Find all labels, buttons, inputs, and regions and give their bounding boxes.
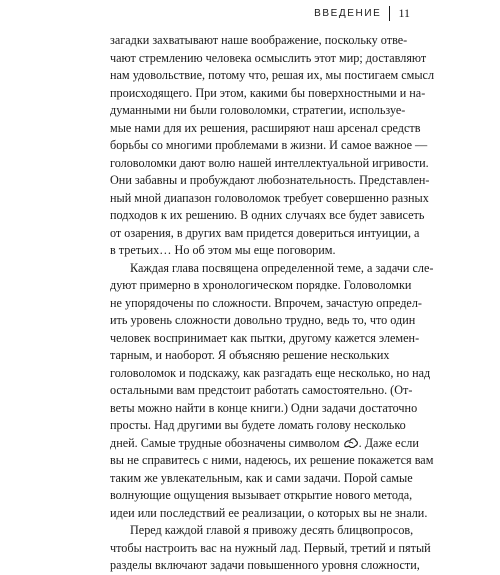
text-line: нам удовольствие, потому что, решая их, мы постигаем смысл bbox=[110, 68, 435, 82]
text-line: волнующие ощущения вызывает открытие нового метода, bbox=[110, 488, 413, 502]
text-line: веты можно найти в конце книги.) Одни задачи достаточно bbox=[110, 400, 418, 415]
text-line: борьбы со многими проблемами в жизни. И самое важное — bbox=[110, 138, 428, 152]
text-line: головоломки дают волю нашей интеллектуальной игривости. bbox=[110, 155, 429, 170]
text-line: чают стремлению человека осмыслить этот мир; доставляют bbox=[110, 50, 427, 65]
text-line: разделы включают задачи повышенного уровня сложности, bbox=[110, 558, 420, 572]
text-line: Каждая глава посвящена определенной теме, а задачи сле- bbox=[130, 260, 434, 275]
text-line: происходящего. При этом, какими бы поверхностными и на- bbox=[110, 85, 426, 100]
text-line: вы не справитесь с ними, надеюсь, их решение покажется вам bbox=[110, 453, 434, 467]
text-line: тарным, и наоборот. Я объясняю решение нескольких bbox=[110, 348, 390, 362]
text-line: таким же увлекательным, как и сами задачи. Порой самые bbox=[110, 470, 413, 485]
running-head bbox=[314, 4, 410, 22]
page-number: 11 bbox=[398, 5, 410, 20]
text-line: мые нами для их решения, расширяют наш арсенал средств bbox=[110, 120, 421, 135]
text-line: подходов к их решению. В одних случаях все будет зависеть bbox=[110, 208, 425, 222]
text-line bbox=[110, 435, 419, 453]
text-line: остальными вам предстоит работать самостоятельно. (От- bbox=[110, 383, 413, 397]
text-line: ить уровень сложности довольно трудно, ведь то, что один bbox=[110, 313, 416, 327]
text-line: Они забавны и пробуждают любознательность. Представлен- bbox=[110, 173, 430, 187]
text-line: Перед каждой главой я привожу десять блицвопросов, bbox=[130, 523, 414, 537]
text-line: ный мной диапазон головоломок требует совершенно разных bbox=[110, 190, 429, 205]
text-line: идеи или последствий ее реализации, о которых вы не знали. bbox=[110, 505, 428, 520]
text-line: головоломок и подскажу, как разгадать еще несколько, но над bbox=[110, 365, 431, 380]
puzzle-symbol-icon bbox=[343, 437, 359, 449]
body-text bbox=[110, 32, 435, 575]
text-line: от озарения, в других вам придется довериться интуиции, а bbox=[110, 225, 420, 240]
text-line: просты. Над другими вы будете ломать голову несколько bbox=[110, 418, 406, 432]
text-line: загадки захватывают наше воображение, поскольку отве- bbox=[110, 33, 408, 47]
text-line-segment: . Даже если bbox=[358, 435, 419, 450]
text-line: в третьих… Но об этом мы еще поговорим. bbox=[110, 243, 336, 257]
text-line: не упорядочены по сложности. Впрочем, зачастую определ- bbox=[110, 295, 422, 310]
text-line: чтобы настроить вас на нужный лад. Первый, третий и пятый bbox=[110, 540, 431, 555]
text-line-segment: дней. Самые трудные обозначены символом bbox=[110, 435, 343, 450]
running-head-divider bbox=[389, 6, 390, 21]
running-head-title: ВВЕДЕНИЕ bbox=[314, 7, 382, 19]
text-line: думанными ни были головоломки, стратегии, используе- bbox=[110, 103, 406, 117]
text-line: дуют примерно в хронологическом порядке. Головоломки bbox=[110, 278, 412, 292]
text-line: человек воспринимает как пытки, другому кажется элемен- bbox=[110, 330, 420, 345]
